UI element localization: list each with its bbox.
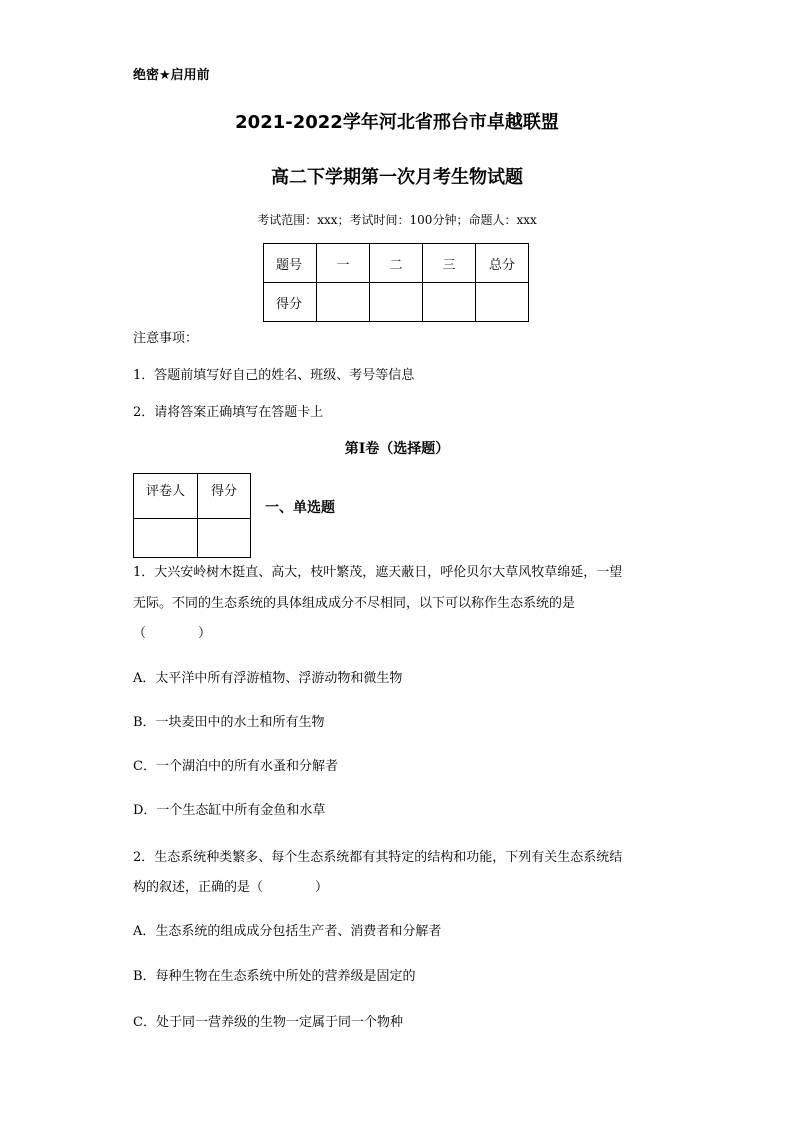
question-stem-line: 1．大兴安岭树木挺直、高大，枝叶繁茂，遮天蔽日，呼伦贝尔大草风牧草绵延，一望 <box>133 565 623 580</box>
option-c: C．一个湖泊中的所有水蚤和分解者 <box>133 759 338 774</box>
question-stem-line: 无际。不同的生态系统的具体组成成分不尽相同，以下可以称作生态系统的是 <box>133 596 576 611</box>
score-header-cell: 二 <box>370 244 423 283</box>
grader-table <box>133 473 251 558</box>
question-stem-line: 2．生态系统种类繁多、每个生态系统都有其特定的结构和功能，下列有关生态系统结 <box>133 850 623 865</box>
exam-info: 考试范围：xxx；考试时间：100分钟；命题人：xxx <box>257 213 537 227</box>
exam-title-line2: 高二下学期第一次月考生物试题 <box>271 167 523 188</box>
option-d: D．一个生态缸中所有金鱼和水草 <box>133 803 326 818</box>
score-cell[interactable] <box>423 283 476 322</box>
score-row-label: 得分 <box>264 283 317 322</box>
notes-label: 注意事项： <box>133 331 199 346</box>
score-header-cell: 总分 <box>476 244 529 283</box>
exam-title-line1: 2021-2022学年河北省邢台市卓越联盟 <box>235 112 559 133</box>
part-title: 第I卷（选择题） <box>344 441 450 457</box>
grader-header-cell: 评卷人 <box>134 474 198 519</box>
score-header-cell: 一 <box>317 244 370 283</box>
grader-table-header-row <box>134 474 251 519</box>
option-c: C．处于同一营养级的生物一定属于同一个物种 <box>133 1015 403 1030</box>
score-cell[interactable] <box>370 283 423 322</box>
score-cell[interactable] <box>317 283 370 322</box>
option-a: A．生态系统的组成成分包括生产者、消费者和分解者 <box>133 924 442 939</box>
score-cell[interactable] <box>476 283 529 322</box>
option-b: B．每种生物在生态系统中所处的营养级是固定的 <box>133 969 416 984</box>
grader-header-cell: 得分 <box>198 474 251 519</box>
confidential-mark: 绝密★启用前 <box>133 68 210 83</box>
score-header-cell: 三 <box>423 244 476 283</box>
note-item: 1．答题前填写好自己的姓名、班级、考号等信息 <box>133 368 415 383</box>
grader-table-blank-row <box>134 519 251 558</box>
option-a: A．太平洋中所有浮游植物、浮游动物和微生物 <box>133 671 403 686</box>
grader-cell[interactable] <box>198 519 251 558</box>
section-title: 一、单选题 <box>265 500 335 516</box>
answer-blank: （ ） <box>133 626 212 641</box>
option-b: B．一块麦田中的水土和所有生物 <box>133 715 325 730</box>
score-table-header-row <box>264 244 529 283</box>
score-table-score-row <box>264 283 529 322</box>
score-table <box>263 243 529 322</box>
note-item: 2．请将答案正确填写在答题卡上 <box>133 405 324 420</box>
score-header-cell: 题号 <box>264 244 317 283</box>
grader-cell[interactable] <box>134 519 198 558</box>
question-stem-line: 构的叙述，正确的是（ ） <box>133 880 329 895</box>
